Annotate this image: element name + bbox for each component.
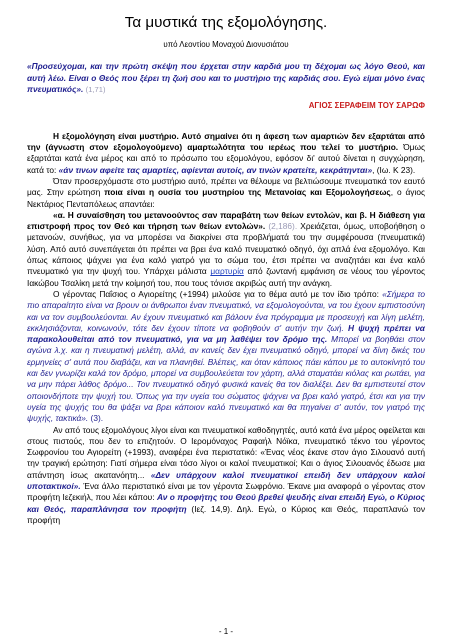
p4-quote: «Σήμερα το πιο απαραίτητο είναι να βρουν οι άνθρωποι έναν πνευματικό, να εξομολογούνται, να του έχουν εμπιστοσύνη και να τον συμβουλεύονται. Αν έχουν πνευματικό και βάλουν ένα πρόγραμμα με προσευχή και λίγη μελέτη, εκκλησιάζονται, κοινωνούν, τότε δεν έχουν τίποτε να φοβηθούν σ' αυτήν την ζωή.: [27, 288, 425, 333]
p3-ref: (2,186).: [265, 221, 298, 232]
p4-quote-bold: Η ψυχή πρέπει να παρακολουθείται από τον πνευματικό, για να μη λαθέψει τον δρόμο της.: [27, 322, 425, 345]
paragraph-4: [27, 289, 425, 425]
p1-quote: «άν τινων αφείτε τας αμαρτίες, αφίενται αυτοίς, αν τινών κρατείτε, κεκράτηνται»: [58, 164, 373, 175]
p4-quote-cont: Μπορεί να βοηθάει στον αγώνα λ.χ. και η πνευματική μελέτη, αλλά, αν κανείς δεν έχει πνευματικό οδηγό, μπορεί να δίνη δικές του ερμηνείες σ' αυτά που διαβάζει, και να πλανηθεί. Βλέπεις, και όταν κάποιος πάει κάπου με το αυτοκίνητό του και δεν γνωρίζει καλά τον δρόμο, μπορεί να συμβουλεύεται τον χάρτη, αλλά σταματάει κιόλας και ρωτάει, για να μην πάρει λάθος δρόμο... Τον πνευματικό οδηγό φυσικά κανείς θα τον διαλέξει. Δεν θα εμπιστευτεί στον οποιονδήποτε την ψυχή του. Όπως για την υγεία του σώματος ψάχνει να βρει καλό γιατρό, έτσι και για την υγεία της ψυχής του θα ψάξει να βρει κάποιον καλό πνευματικό και θα πηγαίνει σ' αυτόν, τον γιατρό της ψυχής, τακτικά».: [27, 334, 425, 424]
p5-text: Αν από τους εξομολόγους λίγοι είναι και πνευματικοί καθοδηγητές, αυτό κατά ένα μέρος οφείλεται και στους πιστούς, που δεν το επιζητούν. Ο Ιερομόναχος Ραφαήλ Νόϊκα, πνευματικό τέκνο του γέροντος Σωφρονίου του Αγιορείτη (+1993), αναφέρει ένα περιστατικό: «Ένας νέος έκανε στον άγιο Σιλουανό αυτή την τραγική ερώτηση: Γιατί σήμερα είναι τόσο λίγοι οι καλοί πνευματικοί; Και ο άγιος Σιλουανός έδωσε μια απάντηση ίσως ακατανόητη...: [27, 424, 425, 480]
p2-text: Όταν προσερχόμαστε στο μυστήριο αυτό, πρέπει να θέλουμε να βελτιώσουμε πνευματικά τον εαυτό μας. Στην ερώτηση: [27, 175, 425, 198]
p1-ref: , (Ιω. Κ 23).: [372, 164, 416, 175]
paragraph-3: [27, 210, 425, 289]
paragraph-5: [27, 425, 425, 527]
document-body: [27, 131, 425, 526]
p5-text-2: Ένα άλλο περιστατικό είναι με τον γέροντα Σωφρόνιο. Έκανε μια αναφορά ο γέροντας στον προφήτη Ιεζεκιήλ, που λέει κάπου:: [27, 480, 425, 503]
p4-text: Ο γέροντας Παΐσιος ο Αγιορείτης (+1994) μιλούσε για το θέμα αυτό με τον ίδιο τρόπο:: [53, 288, 383, 299]
p1-text: Όμως εξαρτάται κατά ένα μέρος και από το πρόσωπο του εξομολόγου, εφόσον δι' αυτού δίνεται η συγχώρηση, κατά το:: [27, 142, 426, 175]
p2-bold: ποια είναι η ουσία του μυστηρίου της Μετανοίας και Εξομολογήσεως: [104, 187, 391, 198]
p1-bold: Η εξομολόγηση είναι μυστήριο. Αυτό σημαίνει ότι η άφεση των αμαρτιών δεν εξαρτάται από την (άγνωστη στον εξομολογούμενο) αμαρτωλότητα του ιερέως που τελεί το μυστήριο.: [27, 130, 425, 153]
epigraph-quote: [27, 61, 425, 96]
author-line: υπό Λεοντίου Μοναχού Διονυσιάτου: [163, 40, 289, 49]
epigraph-signature: ΑΓΙΟΣ ΣΕΡΑΦΕΙΜ ΤΟΥ ΣΑΡΩΦ: [308, 100, 425, 110]
document-title: Τα μυστικά της εξομολόγησης.: [124, 14, 328, 31]
p5-tail: (Ιεζ. 14,9). Δηλ. Εγώ, ο Κύριος και Θεός, παραπλανώ τον προφήτη: [27, 503, 425, 525]
paragraph-2: [27, 176, 425, 210]
p5-quote: «Δεν υπάρχουν καλοί πνευματικοί επειδή δεν υπάρχουν καλοί υποτακτικοί».: [27, 469, 425, 491]
p3-bold-quote: «α. Η συναίσθηση του μετανοούντος σαν παραβάτη των θείων εντολών, και β. Η διάθεση για επιστροφή προς τον Θεό και τήρηση των θείων εντολών».: [27, 209, 425, 232]
p2-tail: , ο άγιος Νεκτάριος Πενταπόλεως απαντάει:: [27, 187, 425, 209]
p3-tail: από ζωντανή εμφάνιση σε νέους του γέροντος Ιακώβου Τσαλίκη μετά την κοίμησή του, που τους τόνισε ακριβώς αυτή την ανάγκη.: [27, 266, 425, 288]
p5-scripture-quote: Αν ο προφήτης του Θεού βρεθεί ψευδής είναι επειδή Εγώ, ο Κύριος και Θεός, παραπλάνησα τον προφήτη: [27, 492, 425, 514]
p4-ref: (3).: [88, 413, 104, 424]
epigraph-text: «Προσεύχομαι, και την πρώτη σκέψη που έρχεται στην καρδιά μου τη δέχομαι ως λόγο Θεού, και αυτή λέω. Είναι ο Θεός που ξέρει τη ζωή σου και το μυστήριο της καρδιάς σου. Εγώ είμαι μόνο ένας πνευματικός».: [27, 61, 425, 95]
page-number: - 1 -: [218, 627, 234, 636]
p3-text: Χρειάζεται, όμως, υποβοήθηση ο μετανοών, συνήθως, για να μπορέσει να διακρίνει στα προβλήματά του την συμφέρουσα (πνευματικά) λύση. Από αυτό συνεπάγεται ότι πρέπει να βρει ένα καλό πνευματικό οδηγό, όχι απλά ένα εξομολόγο. Και όπως κάποιος ψάχνει για ένα καλό γιατρό για το σώμα του, έτσι πρέπει να αναζητάει και ένα καλό πνευματικό για την ψυχή του. Υπάρχει μάλιστα: [27, 221, 425, 277]
testimony-link[interactable]: μαρτυρία: [210, 266, 244, 277]
epigraph-reference: (1,71): [85, 85, 106, 95]
paragraph-1: [27, 131, 425, 176]
